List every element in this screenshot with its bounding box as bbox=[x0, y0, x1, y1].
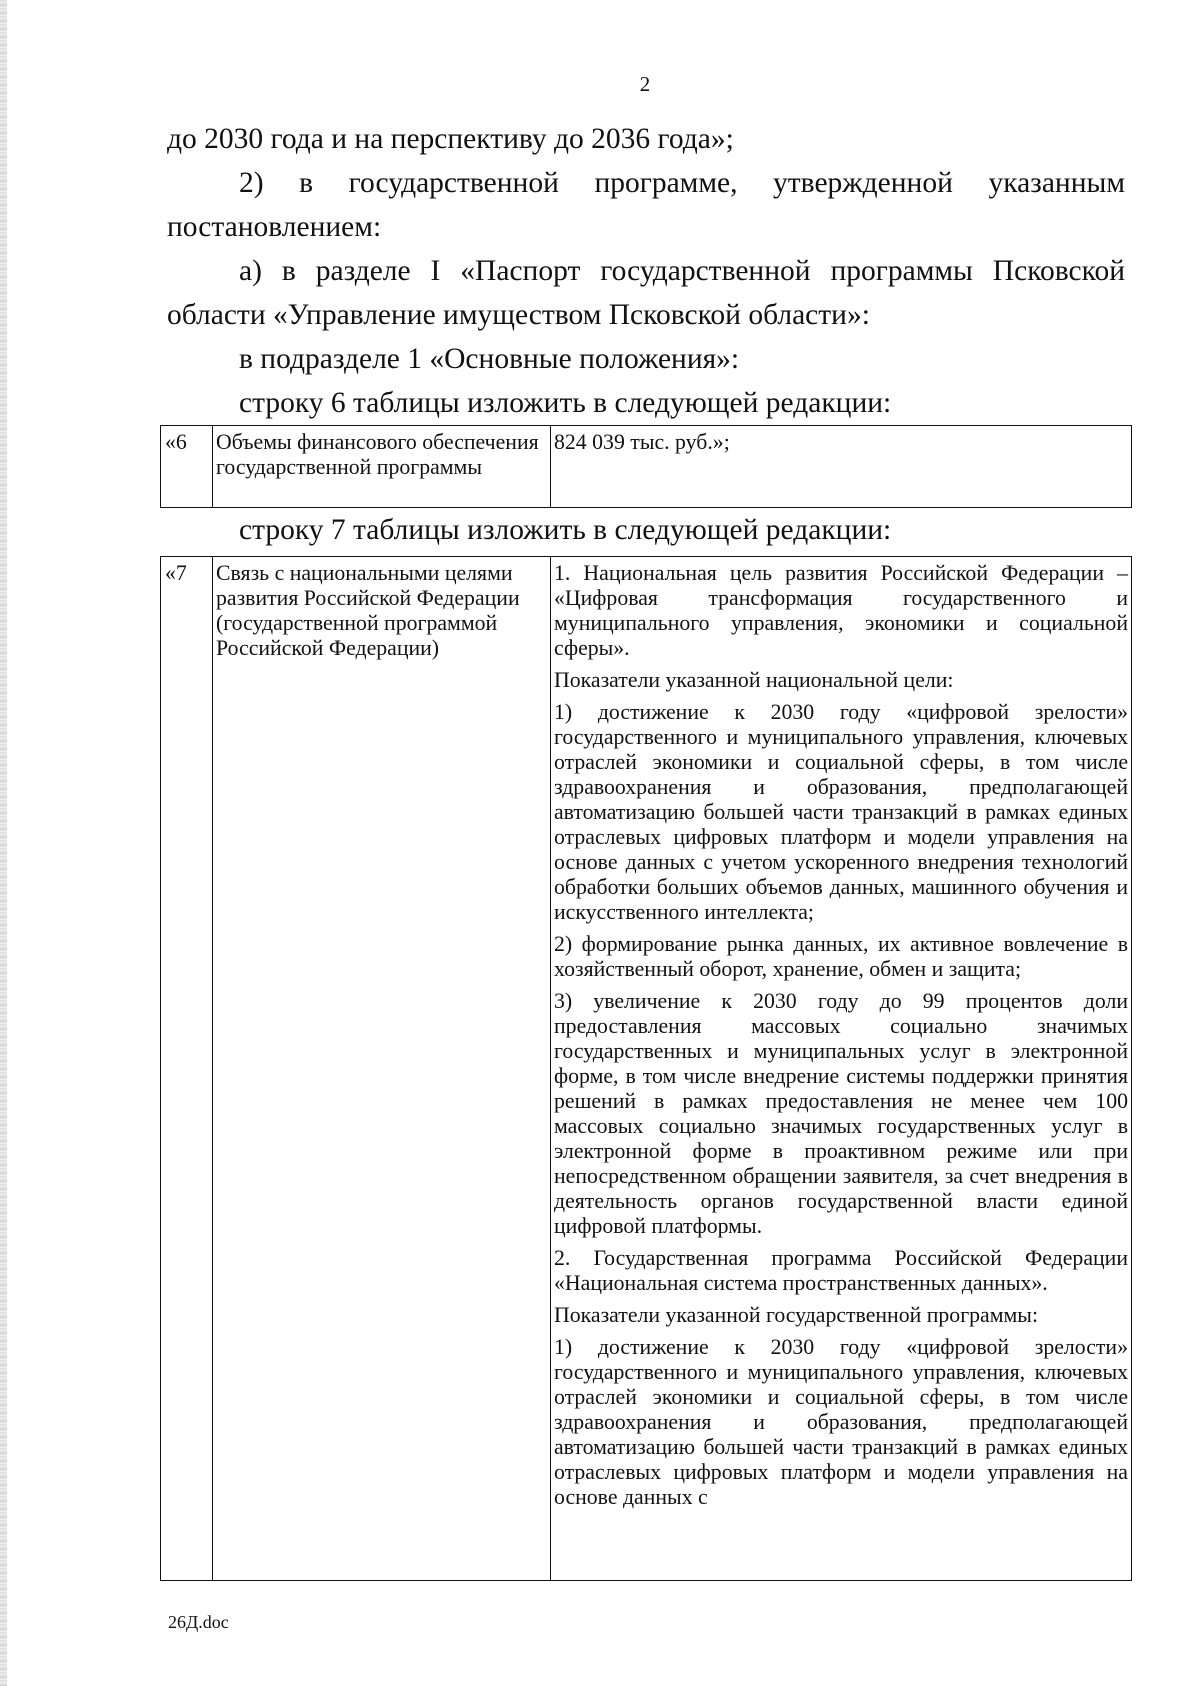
scan-edge bbox=[0, 0, 7, 1686]
row-name: Объемы финансового обеспечения государственной программы bbox=[213, 426, 551, 508]
content-paragraph: 1. Национальная цель развития Российской Федерации – «Цифровая трансформация государственного и муниципального управления, экономики и социальной сферы». bbox=[554, 561, 1128, 660]
content-paragraph: 1) достижение к 2030 году «цифровой зрелости» государственного и муниципального управления, ключевых отраслей экономики и социальной сферы, в том числе здравоохранения и образования, предполагающей автоматизацию большей части транзакций в рамках единых отраслевых цифровых платформ и модели управления на основе данных с bbox=[554, 1335, 1128, 1509]
row-number: «7 bbox=[161, 557, 213, 1581]
content-paragraph: Показатели указанной национальной цели: bbox=[554, 668, 954, 692]
row-value: 824 039 тыс. руб.»; bbox=[551, 426, 1132, 508]
page-number: 2 bbox=[639, 72, 651, 96]
content-paragraph: 1) достижение к 2030 году «цифровой зрелости» государственного и муниципального управления, ключевых отраслей экономики и социальной сферы, в том числе здравоохранения и образования, предполагающей автоматизацию большей части транзакций в рамках единых отраслевых цифровых платформ и модели управления на основе данных с учетом ускоренного внедрения технологий обработки больших объемов данных, машинного обучения и искусственного интеллекта; bbox=[554, 700, 1128, 924]
paragraph-row7-intro: строку 7 таблицы изложить в следующей редакции: bbox=[239, 514, 892, 546]
document-body-mid bbox=[167, 508, 1125, 552]
paragraph-subitem-a-cont: области «Управление имуществом Псковской области»: bbox=[167, 299, 870, 331]
file-name-footer: 26Д.doc bbox=[168, 1612, 229, 1632]
content-paragraph: 2) формирование рынка данных, их активное вовлечение в хозяйственный оборот, хранение, обмен и защита; bbox=[554, 932, 1128, 981]
content-paragraph: 2. Государственная программа Российской Федерации «Национальная система пространственных данных». bbox=[554, 1246, 1128, 1295]
paragraph-subitem-a: а) в разделе I «Паспорт государственной программы Псковской bbox=[239, 255, 1125, 287]
paragraph-row6-intro: строку 6 таблицы изложить в следующей редакции: bbox=[239, 387, 892, 419]
paragraph-item-2: 2) в государственной программе, утвержденной указанным bbox=[239, 167, 1125, 199]
row-number: «6 bbox=[161, 426, 213, 508]
content-paragraph: Показатели указанной государственной программы: bbox=[554, 1303, 1039, 1327]
table-row bbox=[161, 557, 1132, 1581]
paragraph-item-2-cont: постановлением: bbox=[167, 211, 382, 243]
document-body-top bbox=[167, 117, 1125, 425]
table-row-7 bbox=[160, 556, 1132, 1581]
paragraph-subsection: в подразделе 1 «Основные положения»: bbox=[239, 343, 740, 375]
paragraph-continuation: до 2030 года и на перспективу до 2036 года»; bbox=[167, 123, 734, 155]
table-row-6 bbox=[160, 425, 1132, 508]
row-content bbox=[551, 557, 1132, 1581]
row-name: Связь с национальными целями развития Российской Федерации (государственной программой Российской Федерации) bbox=[213, 557, 551, 1581]
table-row bbox=[161, 426, 1132, 508]
content-paragraph: 3) увеличение к 2030 году до 99 процентов доли предоставления массовых социально значимых государственных и муниципальных услуг в электронной форме, в том числе внедрение системы поддержки принятия решений в рамках предоставления не менее чем 100 массовых социально значимых государственных услуг в электронной форме в проактивном режиме или при непосредственном обращении заявителя, за счет внедрения в деятельность органов государственной власти единой цифровой платформы. bbox=[554, 989, 1128, 1238]
